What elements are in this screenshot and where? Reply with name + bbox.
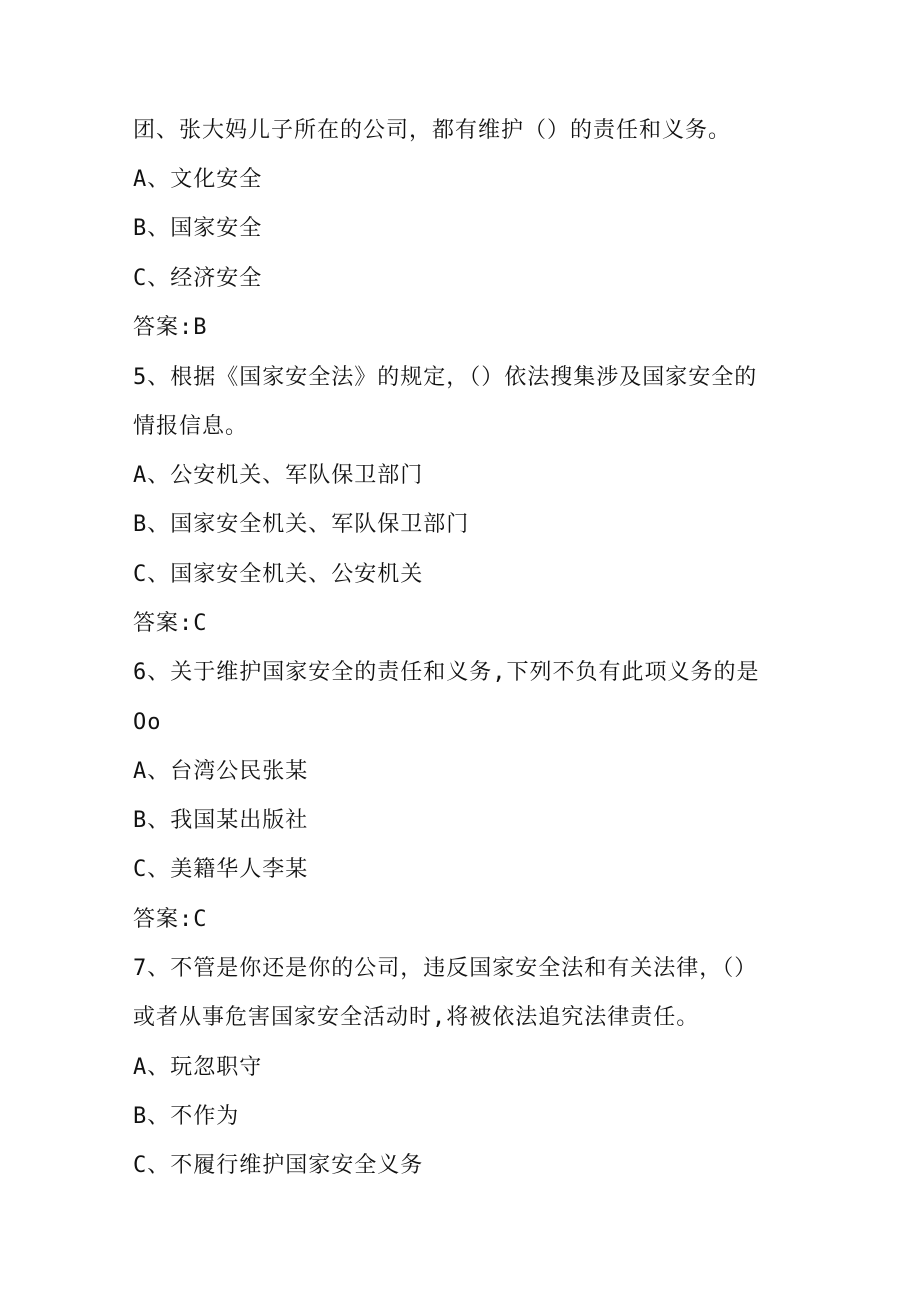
question-5-answer: 答案:C xyxy=(133,611,208,636)
question-6-stem-continuation: Oo xyxy=(133,710,162,735)
question-6-option-a: A、台湾公民张某 xyxy=(133,759,309,784)
question-5-stem-continuation: 情报信息。 xyxy=(133,414,249,439)
question-4-option-a: A、文化安全 xyxy=(133,167,263,192)
question-4-answer: 答案:B xyxy=(133,315,208,340)
question-7-stem-continuation: 或者从事危害国家安全活动时,将被依法追究法律责任。 xyxy=(133,1005,700,1030)
question-6-stem: 6、关于维护国家安全的责任和义务,下列不负有此项义务的是 xyxy=(133,660,760,685)
question-7-stem: 7、不管是你还是你的公司，违反国家安全法和有关法律，（） xyxy=(133,956,758,981)
question-4-option-b: B、国家安全 xyxy=(133,216,263,241)
question-6-option-c: C、美籍华人李某 xyxy=(133,857,309,882)
question-6-answer: 答案:C xyxy=(133,907,208,932)
question-5-option-b: B、国家安全机关、军队保卫部门 xyxy=(133,512,470,537)
question-7-option-c: C、不履行维护国家安全义务 xyxy=(133,1153,424,1178)
question-5-option-a: A、公安机关、军队保卫部门 xyxy=(133,463,424,488)
question-6-option-b: B、我国某出版社 xyxy=(133,808,309,833)
question-7-option-b: B、不作为 xyxy=(133,1104,240,1129)
question-5-stem: 5、根据《国家安全法》的规定，（）依法搜集涉及国家安全的 xyxy=(133,365,758,390)
question-4-stem-continuation: 团、张大妈儿子所在的公司，都有维护（）的责任和义务。 xyxy=(133,118,732,143)
question-5-option-c: C、国家安全机关、公安机关 xyxy=(133,562,424,587)
question-7-option-a: A、玩忽职守 xyxy=(133,1055,263,1080)
question-4-option-c: C、经济安全 xyxy=(133,266,263,291)
